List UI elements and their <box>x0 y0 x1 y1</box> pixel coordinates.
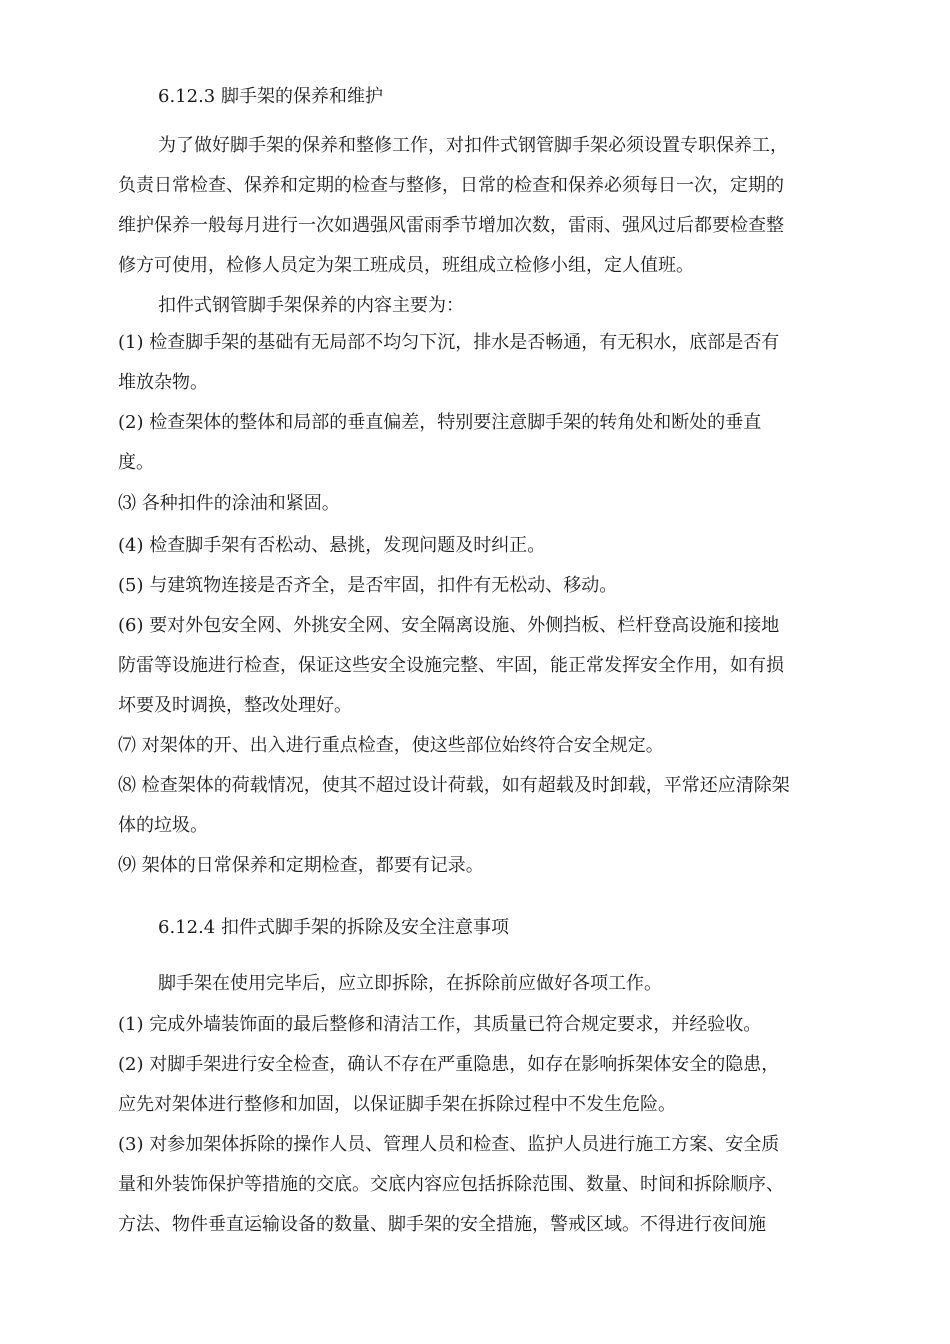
list-item: (6) 要对外包安全网、外挑安全网、安全隔离设施、外侧挡板、栏杆登高设施和接地 <box>118 615 780 636</box>
list-item: (1) 完成外墙装饰面的最后整修和清洁工作，其质量已符合规定要求，并经验收。 <box>118 1014 762 1035</box>
section-heading: 6.12.3 脚手架的保养和维护 <box>158 86 383 107</box>
list-item: (5) 与建筑物连接是否齐全，是否牢固，扣件有无松动、移动。 <box>118 575 618 596</box>
lead-text: 扣件式钢管脚手架保养的内容主要为： <box>158 295 464 316</box>
list-item-continuation: 堆放杂物。 <box>118 372 208 393</box>
list-item: (3) 对参加架体拆除的操作人员、管理人员和检查、监护人员进行施工方案、安全质 <box>118 1134 780 1155</box>
list-item-continuation: 坏要及时调换，整改处理好。 <box>118 695 352 716</box>
list-item: ⑺ 对架体的开、出入进行重点检查，使这些部位始终符合安全规定。 <box>118 735 664 756</box>
list-item: (2) 检查架体的整体和局部的垂直偏差，特别要注意脚手架的转角处和断处的垂直 <box>118 412 762 433</box>
list-item-continuation: 量和外装饰保护等措施的交底。交底内容应包括拆除范围、数量、时间和拆除顺序、 <box>118 1174 784 1195</box>
list-item-continuation: 方法、物件垂直运输设备的数量、脚手架的安全措施，警戒区域。不得进行夜间施 <box>118 1214 766 1235</box>
list-item-continuation: 防雷等设施进行检查，保证这些安全设施完整、牢固，能正常发挥安全作用，如有损 <box>118 655 784 676</box>
paragraph-line: 维护保养一般每月进行一次如遇强风雷雨季节增加次数，雷雨、强风过后都要检查整 <box>118 215 784 236</box>
list-item: (1) 检查脚手架的基础有无局部不均匀下沉，排水是否畅通，有无积水，底部是否有 <box>118 332 780 353</box>
paragraph-line: 修方可使用，检修人员定为架工班成员，班组成立检修小组，定人值班。 <box>118 255 694 276</box>
list-item: ⑶ 各种扣件的涂油和紧固。 <box>118 493 340 514</box>
list-item-continuation: 体的垃圾。 <box>118 815 208 836</box>
paragraph-line: 负责日常检查、保养和定期的检查与整修，日常的检查和保养必须每日一次，定期的 <box>118 175 784 196</box>
list-item-continuation: 应先对架体进行整修和加固，以保证脚手架在拆除过程中不发生危险。 <box>118 1094 676 1115</box>
list-item: (4) 检查脚手架有否松动、悬挑，发现问题及时纠正。 <box>118 535 546 556</box>
list-item: ⑻ 检查架体的荷载情况，使其不超过设计荷载，如有超载及时卸载，平常还应清除架 <box>118 775 790 796</box>
lead-text: 脚手架在使用完毕后，应立即拆除，在拆除前应做好各项工作。 <box>158 973 662 994</box>
list-item: ⑼ 架体的日常保养和定期检查，都要有记录。 <box>118 855 484 876</box>
paragraph-line: 为了做好脚手架的保养和整修工作，对扣件式钢管脚手架必须设置专职保养工， <box>158 135 788 156</box>
section-heading: 6.12.4 扣件式脚手架的拆除及安全注意事项 <box>158 917 509 938</box>
list-item-continuation: 度。 <box>118 452 154 473</box>
list-item: (2) 对脚手架进行安全检查，确认不存在严重隐患，如存在影响拆架体安全的隐患， <box>118 1054 780 1075</box>
